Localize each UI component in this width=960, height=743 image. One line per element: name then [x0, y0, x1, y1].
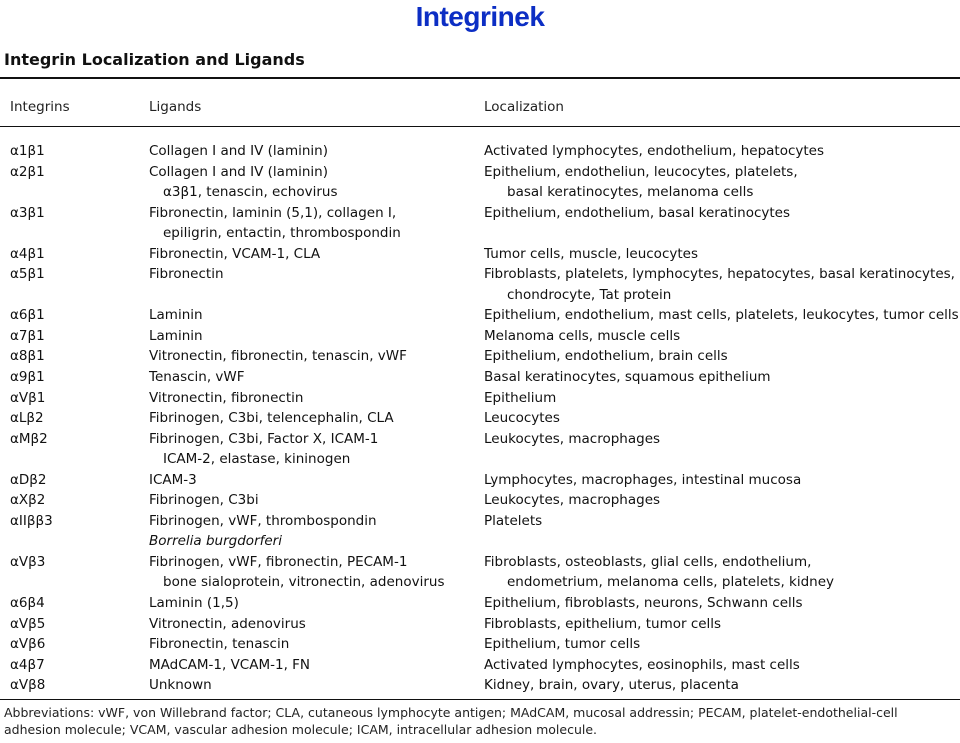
- integrin-cell: α6β4: [10, 595, 45, 612]
- integrin-cell: α4β7: [10, 656, 45, 673]
- ligands-cell: epiligrin, entactin, thrombospondin: [163, 225, 401, 242]
- table-row: [0, 593, 960, 614]
- localization-cell: Activated lymphocytes, eosinophils, mast cells: [484, 656, 800, 673]
- table-row: [0, 408, 960, 429]
- ligands-cell: bone sialoprotein, vitronectin, adenovirus: [163, 574, 445, 591]
- slide-title: Integrinek: [415, 1, 545, 32]
- ligands-cell: Vitronectin, adenovirus: [149, 615, 306, 632]
- ligands-cell: ICAM-3: [149, 471, 197, 488]
- ligands-cell: Fibrinogen, C3bi: [149, 492, 259, 509]
- table-row: [0, 675, 960, 696]
- localization-cell: Leukocytes, macrophages: [484, 492, 661, 509]
- header-rule: [0, 126, 960, 127]
- footnote-rule: [0, 699, 960, 700]
- integrin-cell: αMβ2: [10, 430, 48, 447]
- table-body: [0, 141, 960, 696]
- ligands-cell: Fibronectin, tenascin: [149, 636, 290, 653]
- ligands-cell: Fibrinogen, C3bi, telencephalin, CLA: [149, 410, 394, 427]
- localization-cell: Fibroblasts, platelets, lymphocytes, hepatocytes, basal keratinocytes,: [484, 266, 955, 283]
- localization-cell: basal keratinocytes, melanoma cells: [507, 184, 754, 201]
- ligands-cell: Laminin: [149, 327, 203, 344]
- table-row: [0, 552, 960, 593]
- localization-cell: Epithelium: [484, 389, 557, 406]
- table-row: [0, 490, 960, 511]
- integrin-cell: α2β1: [10, 163, 45, 180]
- integrin-cell: α9β1: [10, 369, 45, 386]
- localization-cell: Fibroblasts, osteoblasts, glial cells, endothelium,: [484, 553, 812, 570]
- table-row: [0, 367, 960, 388]
- localization-cell: Epithelium, endothelium, basal keratinocytes: [484, 204, 790, 221]
- integrin-cell: α8β1: [10, 348, 45, 365]
- localization-cell: Kidney, brain, ovary, uterus, placenta: [484, 677, 739, 694]
- localization-cell: Leucocytes: [484, 410, 560, 427]
- ligands-cell: Fibronectin, VCAM-1, CLA: [149, 245, 321, 262]
- integrin-cell: α7β1: [10, 327, 45, 344]
- integrin-cell: α6β1: [10, 307, 45, 324]
- localization-cell: Epithelium, fibroblasts, neurons, Schwann cells: [484, 595, 803, 612]
- ligands-cell: α3β1, tenascin, echovirus: [163, 184, 338, 201]
- ligands-cell: Collagen I and IV (laminin): [149, 163, 328, 180]
- table-row: [0, 162, 960, 203]
- ligands-cell: Fibronectin, laminin (5,1), collagen I,: [149, 204, 397, 221]
- ligands-cell: Collagen I and IV (laminin): [149, 143, 328, 159]
- localization-cell: Activated lymphocytes, endothelium, hepatocytes: [484, 143, 825, 159]
- integrin-cell: αVβ6: [10, 636, 46, 653]
- table-row: [0, 511, 960, 552]
- table-row: [0, 305, 960, 326]
- localization-cell: Epithelium, endothelium, mast cells, platelets, leukocytes, tumor cells: [484, 307, 959, 324]
- ligands-cell: ICAM-2, elastase, kininogen: [163, 451, 351, 468]
- ligands-cell: Laminin: [149, 307, 203, 324]
- header-localization: Localization: [484, 99, 564, 115]
- integrin-cell: αXβ2: [10, 492, 46, 509]
- ligands-cell: Vitronectin, fibronectin: [149, 389, 304, 406]
- ligands-cell: Fibrinogen, vWF, thrombospondin: [149, 512, 377, 529]
- integrin-cell: αIIββ3: [10, 512, 53, 529]
- localization-cell: Platelets: [484, 512, 543, 529]
- localization-cell: endometrium, melanoma cells, platelets, kidney: [507, 574, 835, 591]
- localization-cell: Epithelium, tumor cells: [484, 636, 641, 653]
- localization-cell: Epithelium, endothelium, brain cells: [484, 348, 728, 365]
- localization-cell: Basal keratinocytes, squamous epithelium: [484, 369, 771, 386]
- table-row: [0, 203, 960, 244]
- integrin-cell: αVβ5: [10, 615, 46, 632]
- ligands-cell: Fibronectin: [149, 266, 224, 283]
- ligands-cell: Unknown: [149, 677, 212, 694]
- table-row: [0, 429, 960, 470]
- integrin-cell: α5β1: [10, 266, 45, 283]
- integrin-cell: α1β1: [10, 143, 45, 159]
- table-title: Integrin Localization and Ligands: [4, 50, 305, 69]
- integrin-cell: αDβ2: [10, 471, 47, 488]
- localization-cell: Epithelium, endotheliun, leucocytes, platelets,: [484, 163, 798, 180]
- ligands-cell: Fibrinogen, vWF, fibronectin, PECAM-1: [149, 553, 408, 570]
- ligands-cell: Laminin (1,5): [149, 595, 239, 612]
- table-row: [0, 141, 960, 162]
- table-row: [0, 470, 960, 491]
- integrin-cell: α3β1: [10, 204, 45, 221]
- ligands-cell: MAdCAM-1, VCAM-1, FN: [149, 656, 311, 673]
- table-row: [0, 614, 960, 635]
- integrin-cell: α4β1: [10, 245, 45, 262]
- localization-cell: chondrocyte, Tat protein: [507, 286, 672, 303]
- table-row: [0, 346, 960, 367]
- localization-cell: Fibroblasts, epithelium, tumor cells: [484, 615, 722, 632]
- table-top-rule: [0, 77, 960, 79]
- ligands-cell: Vitronectin, fibronectin, tenascin, vWF: [149, 348, 407, 365]
- integrin-cell: αVβ3: [10, 553, 46, 570]
- integrin-cell: αLβ2: [10, 410, 44, 427]
- header-integrins: Integrins: [10, 99, 70, 115]
- localization-cell: Lymphocytes, macrophages, intestinal mucosa: [484, 471, 802, 488]
- table-row: [0, 264, 960, 305]
- localization-cell: Melanoma cells, muscle cells: [484, 327, 681, 344]
- header-ligands: Ligands: [149, 99, 202, 115]
- footnote: Abbreviations: vWF, von Willebrand factor; CLA, cutaneous lymphocyte antigen; MAdCAM, mucosal addressin; PECAM, platelet-endothelial-cell adhesion molecule; VCAM, vascular adhesion molecule; ICAM, intracellular adhesion molecule.: [4, 705, 898, 737]
- localization-cell: Leukocytes, macrophages: [484, 430, 661, 447]
- table-row: [0, 388, 960, 409]
- ligands-cell: Fibrinogen, C3bi, Factor X, ICAM-1: [149, 430, 379, 447]
- table-row: [0, 326, 960, 347]
- integrin-cell: αVβ8: [10, 677, 46, 694]
- table-row: [0, 244, 960, 265]
- ligands-cell: Borrelia burgdorferi: [149, 533, 282, 550]
- localization-cell: Tumor cells, muscle, leucocytes: [484, 245, 698, 262]
- ligands-cell: Tenascin, vWF: [149, 369, 245, 386]
- integrin-cell: αVβ1: [10, 389, 46, 406]
- table-row: [0, 634, 960, 655]
- table-row: [0, 655, 960, 676]
